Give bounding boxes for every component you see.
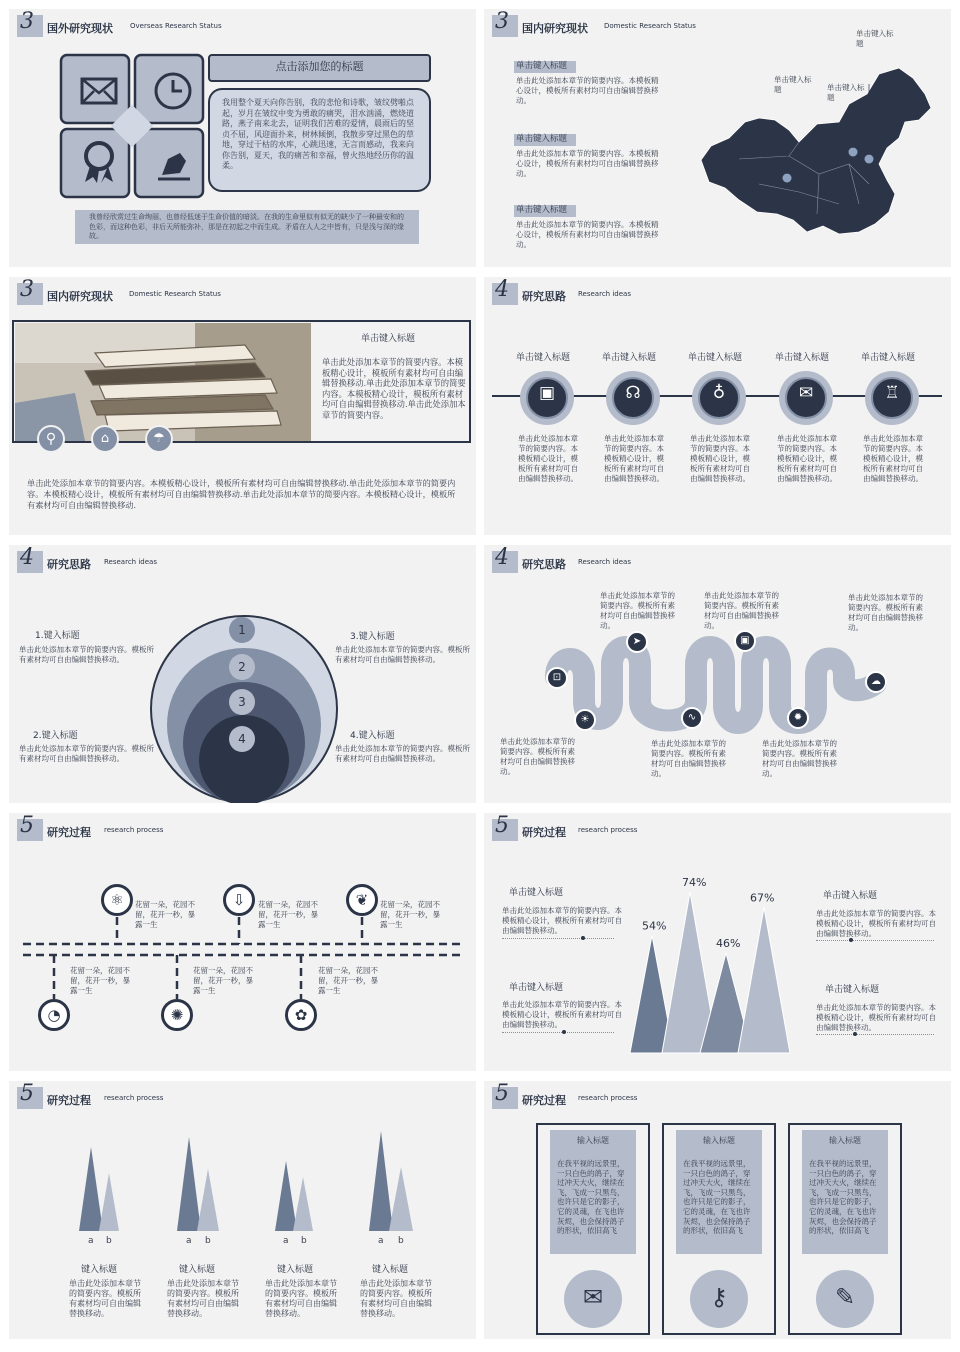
slide-title: 国外研究现状 xyxy=(47,22,113,35)
section-number: 3 xyxy=(17,15,43,37)
right-title-2: 单击键入标题 xyxy=(825,985,880,995)
step-title-2: 单击键入标题 xyxy=(602,353,657,363)
slide-subtitle: research process xyxy=(578,826,638,834)
slide-process-timeline xyxy=(9,813,476,1071)
slide-header xyxy=(492,1081,932,1113)
peak-chart xyxy=(624,863,814,1063)
note-text: 我曾经欣赏过生命绚丽，也曾经低迷于生命价值的暗淡。在我的生命里似有似无的缺少了一种最安和的色彩，而这种色彩，非后天所能弥补，那是在初起之中而生成。矛盾在人人之中皆有，只是浅与深的缘故。 xyxy=(89,213,404,240)
wave-text-6: 单击此处添加本章节的简要内容。模板所有素材均可自由编辑替换移动。 xyxy=(762,739,837,778)
node-text-5: 花留一朵，花园不留，花开一秒，暴露一生 xyxy=(193,966,253,995)
chat-icon: ✉ xyxy=(564,1270,622,1328)
slide-title: 研究思路 xyxy=(47,558,91,571)
peak-4 xyxy=(738,907,790,1053)
peak-label-2: 74% xyxy=(682,876,707,890)
briefcase-icon[interactable]: ▣ xyxy=(734,630,756,652)
right-body-2: 单击此处添加本章节的简要内容。本模板精心设计，模板所有素材均可自由编辑替换移动。 xyxy=(816,1003,936,1032)
card-title: 输入标题 xyxy=(829,1136,861,1145)
rule-dot xyxy=(849,938,853,942)
slide-subtitle: Research ideas xyxy=(578,558,631,566)
slide-title: 国内研究现状 xyxy=(47,290,113,303)
slide-header xyxy=(17,545,457,577)
slide-process-peaks xyxy=(9,1081,476,1339)
section-number: 5 xyxy=(492,819,518,841)
item-title: 单击键入标题 xyxy=(516,134,568,144)
section-number: 5 xyxy=(492,1087,518,1109)
item-body-4: 单击此处添加本章节的简要内容。模板所有素材均可自由编辑替换移动。 xyxy=(335,744,470,763)
peak-body-1: 单击此处添加本章节的简要内容。模板所有素材均可自由编辑替换移动。 xyxy=(69,1279,141,1318)
right-rule-2 xyxy=(816,1034,934,1035)
item-body-3: 单击此处添加本章节的简要内容。模板所有素材均可自由编辑替换移动。 xyxy=(335,645,470,664)
slide-title: 研究过程 xyxy=(47,826,91,839)
envelope-icon xyxy=(80,77,120,107)
peak-label-1: 54% xyxy=(642,919,667,933)
leaf-icon: ❦ xyxy=(346,884,378,916)
slide-header xyxy=(492,813,932,845)
slide-subtitle: research process xyxy=(578,1094,638,1102)
slide-domestic-photo xyxy=(9,277,476,535)
gear-icon[interactable]: ✹ xyxy=(787,707,809,729)
item-title: 单击键入标题 xyxy=(516,61,568,71)
label-b-1: b xyxy=(106,1236,112,1246)
wave-text-1: 单击此处添加本章节的简要内容。模板所有素材均可自由编辑替换移动。 xyxy=(600,591,675,630)
left-body-2: 单击此处添加本章节的简要内容。本模板精心设计，模板所有素材均可自由编辑替换移动。 xyxy=(502,1000,622,1029)
right-title-1: 单击键入标题 xyxy=(823,891,878,901)
slide-overseas-status xyxy=(9,9,476,267)
peak-body-4: 单击此处添加本章节的简要内容。模板所有素材均可自由编辑替换移动。 xyxy=(360,1279,432,1318)
section-number: 3 xyxy=(17,283,43,305)
body-box[interactable] xyxy=(208,88,431,192)
label-b-4: b xyxy=(398,1236,404,1246)
badge-2: 2 xyxy=(229,654,255,680)
slide-title: 国内研究现状 xyxy=(522,22,588,35)
left-title-1: 单击键入标题 xyxy=(509,888,564,898)
slide-header xyxy=(17,277,457,309)
step-body-1: 单击此处添加本章节的简要内容。本模板精心设计，模板所有素材均可自由编辑替换移动。 xyxy=(518,434,578,483)
item-title-3: 3.键入标题 xyxy=(350,632,395,642)
slide-process-chart xyxy=(484,813,951,1071)
download-icon: ⇩ xyxy=(223,884,255,916)
item-body: 单击此处添加本章节的简要内容。本模板精心设计，模板所有素材均可自由编辑替换移动。 xyxy=(516,220,659,249)
award-icon xyxy=(79,140,119,184)
card-2[interactable] xyxy=(662,1123,776,1335)
slide-subtitle: Overseas Research Status xyxy=(130,22,222,30)
send-icon[interactable]: ➤ xyxy=(626,631,648,653)
right-body-1: 单击此处添加本章节的简要内容。本模板精心设计，模板所有素材均可自由编辑替换移动。 xyxy=(816,909,936,938)
right-rule-1 xyxy=(816,940,934,941)
slide-subtitle: Research ideas xyxy=(104,558,157,566)
item-title-2: 2.键入标题 xyxy=(33,731,78,741)
books-image xyxy=(15,323,311,441)
rss-icon: ◔ xyxy=(38,999,70,1031)
mail-icon: ✉ xyxy=(798,383,814,403)
peak-label-3: 46% xyxy=(716,936,741,950)
badge-3: 3 xyxy=(229,689,255,715)
card-title: 输入标题 xyxy=(703,1136,735,1145)
slide-ideas-timeline xyxy=(484,277,951,535)
label-a-4: a xyxy=(378,1236,384,1246)
slide-ideas-circles xyxy=(9,545,476,803)
slide-header xyxy=(492,277,932,309)
item-title-4: 4.键入标题 xyxy=(350,731,395,741)
wave-text-4: 单击此处添加本章节的简要内容。模板所有素材均可自由编辑替换移动。 xyxy=(500,737,575,776)
chair-icon: ♖ xyxy=(884,383,900,403)
slide-subtitle: research process xyxy=(104,826,164,834)
pen-icon: ✎ xyxy=(816,1270,874,1328)
section-number: 5 xyxy=(17,819,43,841)
link-icon[interactable]: ⚲ xyxy=(37,425,65,453)
peak-body-3: 单击此处添加本章节的简要内容。模板所有素材均可自由编辑替换移动。 xyxy=(265,1279,337,1318)
rule-dot xyxy=(853,1032,857,1036)
slide-domestic-map xyxy=(484,9,951,267)
step-body-4: 单击此处添加本章节的简要内容。本模板精心设计，模板所有素材均可自由编辑替换移动。 xyxy=(777,434,837,483)
item-body: 单击此处添加本章节的简要内容。本模板精心设计，模板所有素材均可自由编辑替换移动。 xyxy=(516,149,659,178)
label-b-3: b xyxy=(301,1236,307,1246)
card-body: 在我平视的远景里，一只白色的鸽子，穿过冲天大火，继续在飞，飞成一只黑鸟，也许只是它的影子，它的灵魂，在飞也许灰烬，也会保持鸽子的形状，依旧高飞 xyxy=(557,1159,625,1236)
wave-text-3: 单击此处添加本章节的简要内容。模板所有素材均可自由编辑替换移动。 xyxy=(848,593,923,632)
unlock-icon[interactable]: ⊡ xyxy=(546,667,568,689)
note-box xyxy=(75,210,419,244)
section-number: 5 xyxy=(17,1087,43,1109)
card-body: 在我平视的远景里，一只白色的鸽子，穿过冲天大火，继续在飞，飞成一只黑鸟，也许只是它的影子，它的灵魂，在飞也许灰烬，也会保持鸽子的形状，依旧高飞 xyxy=(809,1159,877,1236)
slide-title: 研究过程 xyxy=(522,1094,566,1107)
atom-icon: ⚛ xyxy=(101,884,133,916)
slide-subtitle: Domestic Research Status xyxy=(604,22,696,30)
label-a-1: a xyxy=(88,1236,94,1246)
node-text-1: 花留一朵，花园不留，花开一秒，暴露一生 xyxy=(135,900,195,929)
label-a-2: a xyxy=(186,1236,192,1246)
node-text-2: 花留一朵，花园不留，花开一秒，暴露一生 xyxy=(258,900,318,929)
china-map xyxy=(699,64,939,264)
step-body-3: 单击此处添加本章节的简要内容。本模板精心设计，模板所有素材均可自由编辑替换移动。 xyxy=(690,434,750,483)
badge-4: 4 xyxy=(229,726,255,752)
left-body-1: 单击此处添加本章节的简要内容。本模板精心设计，模板所有素材均可自由编辑替换移动。 xyxy=(502,906,622,935)
badge-1: 1 xyxy=(229,617,255,643)
item-title-1: 1.键入标题 xyxy=(35,631,80,641)
section-number: 4 xyxy=(17,551,43,573)
slide-title: 研究过程 xyxy=(47,1094,91,1107)
step-body-5: 单击此处添加本章节的简要内容。本模板精心设计，模板所有素材均可自由编辑替换移动。 xyxy=(863,434,923,483)
label-b-2: b xyxy=(205,1236,211,1246)
step-title-3: 单击键入标题 xyxy=(688,353,743,363)
card-1[interactable] xyxy=(536,1123,650,1335)
clock-icon xyxy=(153,71,193,111)
box-title: 单击键入标题 xyxy=(361,334,416,344)
umbrella-icon[interactable]: ☂ xyxy=(145,425,173,453)
body-box-text: 我用整个夏天向你告别，我的悲怆和诗歌，皱纹劈啪点起，岁月在皱纹中变为勇敢的痛哭，泪水汹涌，燃烧道路，燕子南来北去，证明我们苦难的爱情，晨雨后的坚贞不屈，风迎面扑来，树林倾倒，我散步穿过黑色的草地，穿过干枯的水库，心跳迅速，无言而感动，我来向你告别，夏天，我的痛苦和幸福，曾火热地经历你的温柔。 xyxy=(222,98,414,170)
step-title-1: 单击键入标题 xyxy=(516,353,571,363)
bottom-text: 单击此处添加本章节的简要内容。本模板精心设计，模板所有素材均可自由编辑替换移动.单击此处添加本章节的简要内容。本模板精心设计，模板所有素材均可自由编辑替换移动.单击此处添加本章节的简要内容。本模板精心设计，模板所有素材均可自由编辑替换移动. xyxy=(27,478,456,510)
card-title: 输入标题 xyxy=(577,1136,609,1145)
peak-title-1: 键入标题 xyxy=(81,1265,118,1275)
item-body: 单击此处添加本章节的简要内容。本模板精心设计，模板所有素材均可自由编辑替换移动。 xyxy=(516,76,659,105)
briefcase-icon: ▣ xyxy=(538,383,556,403)
dashed-timeline xyxy=(9,813,476,1071)
section-number: 4 xyxy=(492,283,518,305)
card-body: 在我平视的远景里，一只白色的鸽子，穿过冲天大火，继续在飞，飞成一只黑鸟，也许只是它的影子，它的灵魂，在飞也许灰烬，也会保持鸽子的形状，依旧高飞 xyxy=(683,1159,751,1236)
wave-text-2: 单击此处添加本章节的简要内容。模板所有素材均可自由编辑替换移动。 xyxy=(704,591,779,630)
home-icon[interactable]: ⌂ xyxy=(91,425,119,453)
left-rule-2 xyxy=(502,1032,614,1033)
slide-title: 研究过程 xyxy=(522,826,566,839)
left-title-2: 单击键入标题 xyxy=(509,983,564,993)
slide-subtitle: Domestic Research Status xyxy=(129,290,221,298)
rule-dot xyxy=(562,1030,566,1034)
card-3[interactable] xyxy=(788,1123,902,1335)
slide-title: 研究思路 xyxy=(522,290,566,303)
map-label-3: 单击键入标题 xyxy=(856,29,894,48)
title-box[interactable] xyxy=(208,54,431,82)
flower-icon: ✿ xyxy=(285,999,317,1031)
chat-icon[interactable]: ☁ xyxy=(865,671,887,693)
slide-header xyxy=(17,9,457,41)
box-body: 单击此处添加本章节的简要内容。本模板精心设计，模板所有素材均可自由编辑替换移动.单击此处添加本章节的简要内容。本模板精心设计，模板所有素材均可自由编辑替换移动.单击此处添加本章节的简要内容。 xyxy=(322,357,466,420)
slide-process-cards xyxy=(484,1081,951,1339)
key-icon: ⚷ xyxy=(690,1270,748,1328)
peak-title-2: 键入标题 xyxy=(179,1265,216,1275)
node-text-6: 花留一朵，花园不留，花开一秒，暴露一生 xyxy=(318,966,378,995)
node-text-3: 花留一朵，花园不留，花开一秒，暴露一生 xyxy=(380,900,440,929)
sun-icon: ✺ xyxy=(161,999,193,1031)
step-body-2: 单击此处添加本章节的简要内容。本模板精心设计，模板所有素材均可自由编辑替换移动。 xyxy=(604,434,664,483)
pulse-icon[interactable]: ∿ xyxy=(681,707,703,729)
lightbulb-icon: ♁ xyxy=(712,383,726,403)
map-label-2: 单击键入标题 xyxy=(827,83,865,102)
slide-subtitle: Research ideas xyxy=(578,290,631,298)
label-a-3: a xyxy=(283,1236,289,1246)
item-title: 单击键入标题 xyxy=(516,205,568,215)
slide-ideas-wave xyxy=(484,545,951,803)
left-rule-1 xyxy=(502,938,614,939)
item-body-1: 单击此处添加本章节的简要内容。模板所有素材均可自由编辑替换移动。 xyxy=(19,645,154,664)
wave-text-5: 单击此处添加本章节的简要内容。模板所有素材均可自由编辑替换移动。 xyxy=(651,739,726,778)
step-title-5: 单击键入标题 xyxy=(861,353,916,363)
node-text-4: 花留一朵，花园不留，花开一秒，暴露一生 xyxy=(70,966,130,995)
slide-title: 研究思路 xyxy=(522,558,566,571)
peak-title-3: 键入标题 xyxy=(277,1265,314,1275)
rule-dot xyxy=(581,936,585,940)
item-body-2: 单击此处添加本章节的简要内容。模板所有素材均可自由编辑替换移动。 xyxy=(19,744,154,763)
bulb-icon[interactable]: ☀ xyxy=(574,709,596,731)
headset-icon: ☊ xyxy=(625,383,641,403)
slide-subtitle: research process xyxy=(104,1094,164,1102)
section-number: 4 xyxy=(492,551,518,573)
step-title-4: 单击键入标题 xyxy=(775,353,830,363)
peak-label-4: 67% xyxy=(750,891,775,905)
pen-icon xyxy=(154,143,194,183)
peak-body-2: 单击此处添加本章节的简要内容。模板所有素材均可自由编辑替换移动。 xyxy=(167,1279,239,1318)
map-label-1: 单击键入标题 xyxy=(774,75,812,94)
title-box-text: 点击添加您的标题 xyxy=(275,60,364,73)
peak-title-4: 键入标题 xyxy=(372,1265,409,1275)
section-number: 3 xyxy=(492,15,518,37)
